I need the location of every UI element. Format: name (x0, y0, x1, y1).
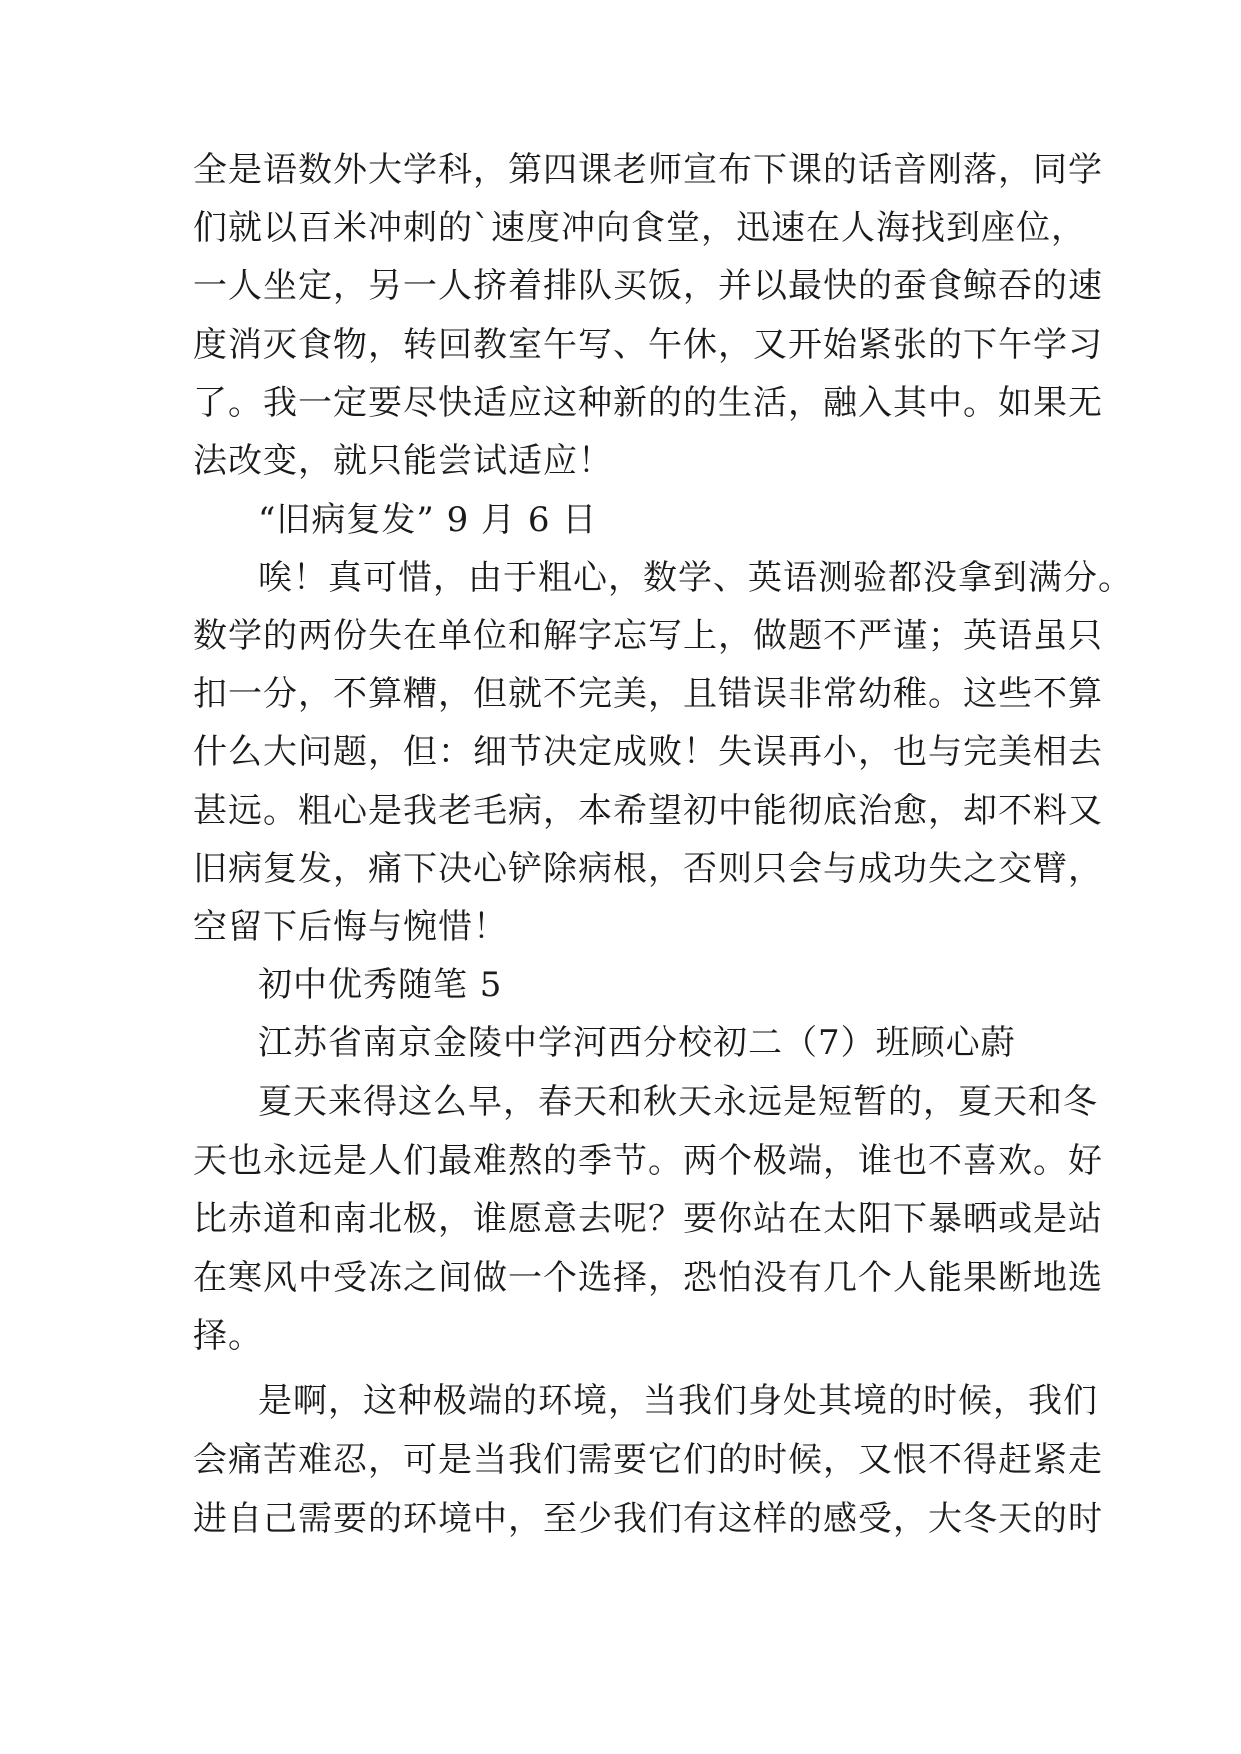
text-line: 是啊，这种极端的环境，当我们身处其境的时候，我们 (258, 1381, 1098, 1421)
text-line: 夏天来得这么早，春天和秋天永远是短暂的，夏天和冬 (258, 1082, 1098, 1122)
text-line: 唉！真可惜，由于粗心，数学、英语测验都没拿到满分。 (258, 558, 1133, 598)
text-line: 度消灭食物，转回教室午写、午休，又开始紧张的下午学习 (193, 325, 1103, 365)
article-title: 初中优秀随笔 5 (258, 965, 503, 1005)
text-line: 什么大问题，但：细节决定成败！失误再小，也与完美相去 (193, 732, 1103, 772)
text-line: 比赤道和南北极，谁愿意去呢？要你站在太阳下暴晒或是站 (193, 1199, 1103, 1239)
section-heading: “旧病复发” 9 月 6 日 (258, 500, 598, 540)
text-line: 进自己需要的环境中，至少我们有这样的感受，大冬天的时 (193, 1499, 1103, 1539)
text-line: 们就以百米冲刺的`速度冲向食堂，迅速在人海找到座位， (193, 208, 1086, 248)
author-line: 江苏省南京金陵中学河西分校初二（7）班顾心蔚 (258, 1023, 1016, 1063)
text-line: 在寒风中受冻之间做一个选择，恐怕没有几个人能果断地选 (193, 1258, 1103, 1298)
text-line: 空留下后悔与惋惜！ (193, 907, 508, 947)
text-line: 一人坐定，另一人挤着排队买饭，并以最快的蚕食鲸吞的速 (193, 266, 1103, 306)
text-line: 旧病复发，痛下决心铲除病根，否则只会与成功失之交臂， (193, 849, 1103, 889)
text-line: 法改变，就只能尝试适应！ (193, 441, 613, 481)
text-line: 数学的两份失在单位和解字忘写上，做题不严谨；英语虽只 (193, 616, 1103, 656)
text-line: 全是语数外大学科，第四课老师宣布下课的话音刚落，同学 (193, 150, 1103, 190)
text-line: 扣一分，不算糟，但就不完美，且错误非常幼稚。这些不算 (193, 674, 1103, 714)
text-line: 天也永远是人们最难熬的季节。两个极端，谁也不喜欢。好 (193, 1141, 1103, 1181)
text-line: 了。我一定要尽快适应这种新的的生活，融入其中。如果无 (193, 383, 1103, 423)
text-line: 甚远。粗心是我老毛病，本希望初中能彻底治愈，却不料又 (193, 791, 1103, 831)
text-line: 择。 (193, 1316, 263, 1356)
text-line: 会痛苦难忍，可是当我们需要它们的时候，又恨不得赶紧走 (193, 1440, 1103, 1480)
